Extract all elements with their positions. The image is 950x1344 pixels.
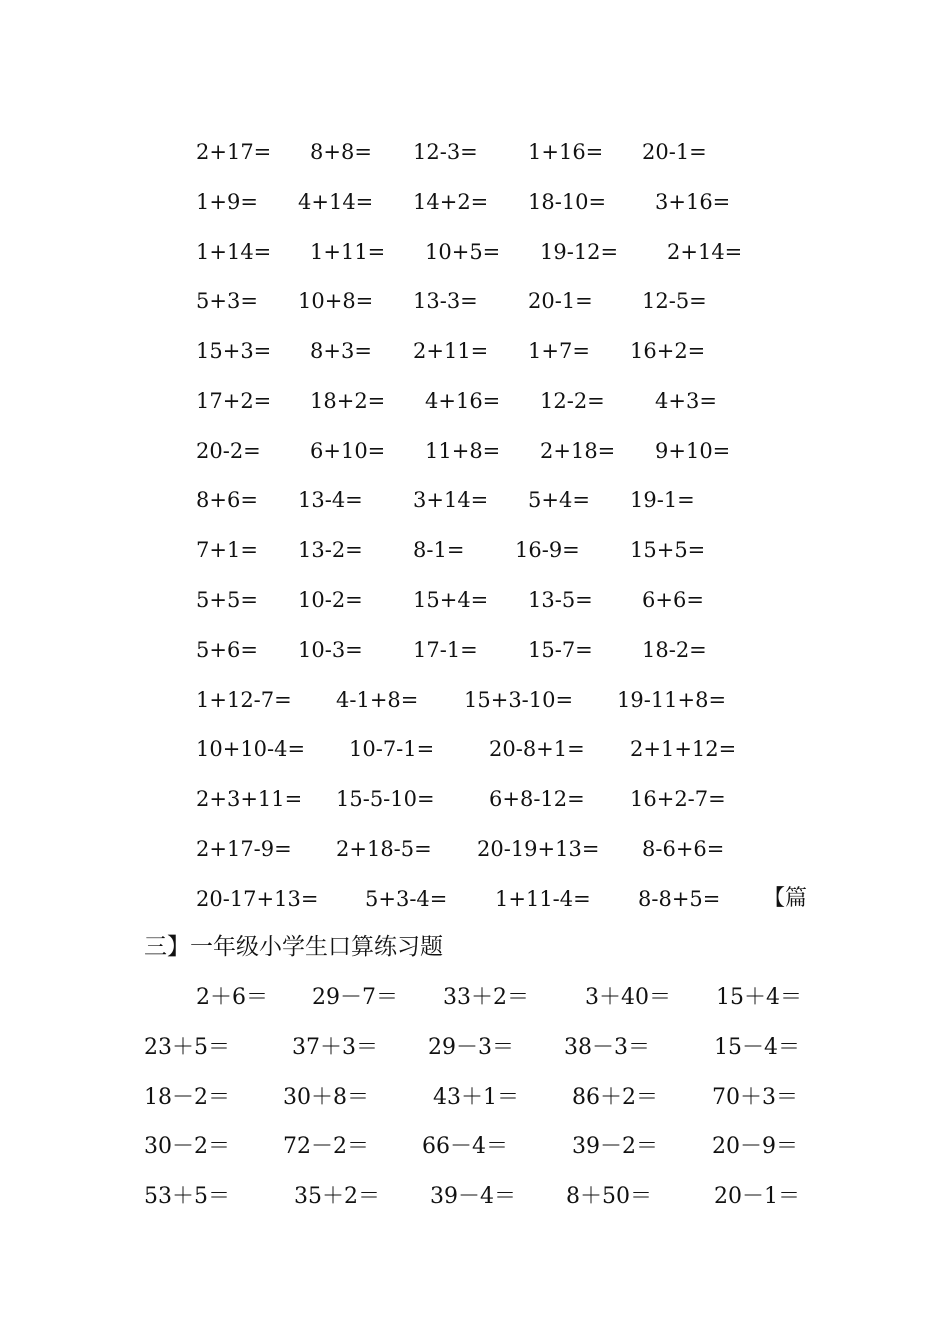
- exercise-item: 15-5-10=: [336, 787, 435, 811]
- exercise-row: [0, 530, 950, 570]
- exercise-item: 1+12-7=: [196, 688, 292, 712]
- exercise-item: 2+11=: [413, 339, 489, 363]
- exercise-item: 13-3=: [413, 289, 478, 313]
- exercise-item: 6+6=: [642, 588, 704, 612]
- exercise-item: 1+7=: [528, 339, 590, 363]
- exercise-item: 37＋3＝: [292, 1035, 378, 1060]
- exercise-row: [0, 281, 950, 321]
- exercise-item: 4-1+8=: [336, 688, 419, 712]
- exercise-item: 13-2=: [298, 538, 363, 562]
- section-heading-text: 三】一年级小学生口算练习题: [144, 934, 443, 960]
- exercise-item: 4+14=: [298, 190, 374, 214]
- exercise-item: 15+4=: [413, 588, 489, 612]
- exercise-item: 9+10=: [655, 439, 731, 463]
- exercise-item: 1+16=: [528, 140, 604, 164]
- exercise-item: 2+17=: [196, 140, 272, 164]
- exercise-item: 1+9=: [196, 190, 258, 214]
- exercise-item: 10+8=: [298, 289, 374, 313]
- exercise-item: 3＋40＝: [585, 985, 671, 1010]
- exercise-item: 2+18-5=: [336, 837, 432, 861]
- exercise-item: 43＋1＝: [433, 1085, 519, 1110]
- exercise-item: 5+3=: [196, 289, 258, 313]
- exercise-item: 70＋3＝: [712, 1085, 798, 1110]
- exercise-item: 12-3=: [413, 140, 478, 164]
- exercise-row: [0, 381, 950, 421]
- exercise-row: [0, 1028, 950, 1068]
- exercise-item: 86＋2＝: [572, 1085, 658, 1110]
- exercise-item: 18-10=: [528, 190, 607, 214]
- exercise-item: 16+2-7=: [630, 787, 726, 811]
- exercise-item: 10+5=: [425, 240, 501, 264]
- exercise-item: 5+5=: [196, 588, 258, 612]
- exercise-item: 17+2=: [196, 389, 272, 413]
- exercise-item: 20-19+13=: [477, 837, 600, 861]
- exercise-item: 18+2=: [310, 389, 386, 413]
- exercise-item: 4+16=: [425, 389, 501, 413]
- exercise-row: [0, 978, 950, 1018]
- exercise-item: 13-5=: [528, 588, 593, 612]
- exercise-item: 3+16=: [655, 190, 731, 214]
- exercise-item: 19-11+8=: [617, 688, 727, 712]
- exercise-item: 33＋2＝: [443, 985, 529, 1010]
- exercise-row: [0, 132, 950, 172]
- exercise-item: 29－7＝: [312, 985, 398, 1010]
- exercise-row: [0, 879, 950, 919]
- exercise-item: 38－3＝: [564, 1035, 650, 1060]
- exercise-row: [0, 729, 950, 769]
- exercise-item: 20-1=: [528, 289, 593, 313]
- exercise-item: 19-12=: [540, 240, 619, 264]
- exercise-item: 39－4＝: [430, 1184, 516, 1209]
- exercise-item: 15+5=: [630, 538, 706, 562]
- exercise-item: 20-2=: [196, 439, 261, 463]
- exercise-row: [0, 182, 950, 222]
- exercise-row: [0, 630, 950, 670]
- exercise-item: 8-8+5=: [638, 887, 721, 911]
- exercise-item: 35＋2＝: [294, 1184, 380, 1209]
- exercise-item: 18-2=: [642, 638, 707, 662]
- exercise-row: [0, 1078, 950, 1118]
- exercise-item: 8+3=: [310, 339, 372, 363]
- exercise-item: 8+8=: [310, 140, 372, 164]
- exercise-item: 5+4=: [528, 488, 590, 512]
- exercise-item: 2+18=: [540, 439, 616, 463]
- exercise-item: 19-1=: [630, 488, 695, 512]
- exercise-item: 39－2＝: [572, 1134, 658, 1159]
- exercise-item: 15－4＝: [714, 1035, 800, 1060]
- exercise-item: 2+17-9=: [196, 837, 292, 861]
- exercise-row: [0, 331, 950, 371]
- exercise-item: 13-4=: [298, 488, 363, 512]
- exercise-item: 8-6+6=: [642, 837, 725, 861]
- exercise-item: 10-7-1=: [349, 737, 435, 761]
- exercise-item: 16-9=: [515, 538, 580, 562]
- exercise-item: 2+14=: [667, 240, 743, 264]
- exercise-item: 2+3+11=: [196, 787, 303, 811]
- exercise-item: 11+8=: [425, 439, 501, 463]
- exercise-item: 30＋8＝: [283, 1085, 369, 1110]
- exercise-item: 14+2=: [413, 190, 489, 214]
- exercise-item: 15+3-10=: [464, 688, 574, 712]
- exercise-item: 10-2=: [298, 588, 363, 612]
- exercise-item: 6+10=: [310, 439, 386, 463]
- exercise-item: 66－4＝: [422, 1134, 508, 1159]
- exercise-row: [0, 1177, 950, 1217]
- exercise-item: 10-3=: [298, 638, 363, 662]
- exercise-item: 2+1+12=: [630, 737, 737, 761]
- exercise-row: [0, 431, 950, 471]
- exercise-item: 20－9＝: [712, 1134, 798, 1159]
- exercise-item: 2＋6＝: [196, 985, 268, 1010]
- exercise-item: 6+8-12=: [489, 787, 585, 811]
- exercise-item: 23＋5＝: [144, 1035, 230, 1060]
- section-heading: [0, 928, 950, 968]
- section-heading-start: 【篇: [763, 886, 808, 911]
- exercise-item: 20－1＝: [714, 1184, 800, 1209]
- exercise-item: 12-2=: [540, 389, 605, 413]
- exercise-item: 5+6=: [196, 638, 258, 662]
- exercise-item: 15＋4＝: [716, 985, 802, 1010]
- exercise-item: 15-7=: [528, 638, 593, 662]
- exercise-item: 3+14=: [413, 488, 489, 512]
- exercise-item: 8＋50＝: [566, 1184, 652, 1209]
- exercise-item: 29－3＝: [428, 1035, 514, 1060]
- exercise-item: 53＋5＝: [144, 1184, 230, 1209]
- exercise-item: 30－2＝: [144, 1134, 230, 1159]
- exercise-item: 8+6=: [196, 488, 258, 512]
- exercise-item: 16+2=: [630, 339, 706, 363]
- exercise-item: 17-1=: [413, 638, 478, 662]
- exercise-item: 1+11=: [310, 240, 386, 264]
- exercise-row: [0, 779, 950, 819]
- exercise-row: [0, 1127, 950, 1167]
- exercise-item: 10+10-4=: [196, 737, 306, 761]
- exercise-item: 7+1=: [196, 538, 258, 562]
- exercise-item: 1+11-4=: [495, 887, 591, 911]
- exercise-item: 20-8+1=: [489, 737, 585, 761]
- exercise-item: 4+3=: [655, 389, 717, 413]
- exercise-row: [0, 480, 950, 520]
- exercise-row: [0, 680, 950, 720]
- exercise-item: 15+3=: [196, 339, 272, 363]
- exercise-item: 72－2＝: [283, 1134, 369, 1159]
- exercise-item: 1+14=: [196, 240, 272, 264]
- exercise-item: 12-5=: [642, 289, 707, 313]
- exercise-item: 18－2＝: [144, 1085, 230, 1110]
- exercise-item: 5+3-4=: [365, 887, 448, 911]
- exercise-row: [0, 829, 950, 869]
- exercise-item: 20-1=: [642, 140, 707, 164]
- exercise-item: 20-17+13=: [196, 887, 319, 911]
- exercise-item: 8-1=: [413, 538, 465, 562]
- exercise-row: [0, 232, 950, 272]
- exercise-row: [0, 580, 950, 620]
